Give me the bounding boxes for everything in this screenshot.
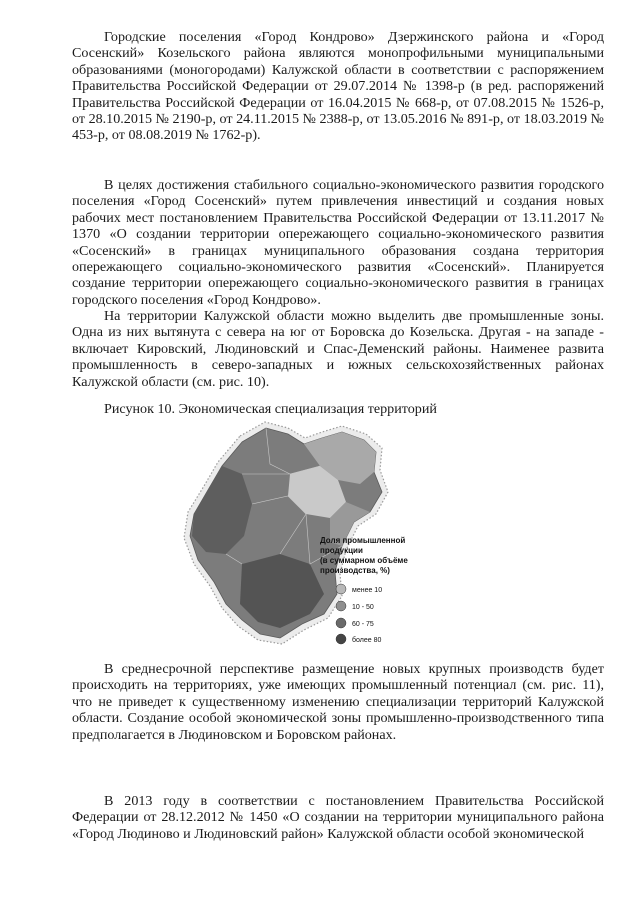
legend-label: 60 - 75 (352, 621, 374, 628)
paragraph-industrial-zones: На территории Калужской области можно выделить две промышленные зоны. Одна из них вытянута с севера на юг от Боровска до Козельска. Другая - на западе - включает Кировский, Людиновский и Спас-Деменский районы. Наименее развита промышленность в северо-западных и южных сельскохозяйственных районах Калужской области (см. рис. 10). (72, 308, 604, 390)
legend-swatch (336, 601, 346, 611)
paragraph-medium-term: В среднесрочной перспективе размещение новых крупных производств будет происходить на территориях, уже имеющих промышленный потенциал (см. рис. 11), что не приведет к существенному изменению специализации территорий Калужской области. Создание особой экономической зоны промышленно-производственного типа предполагается в Людиновском и Боровском районах. (72, 661, 604, 743)
paragraph-sez-2013: В 2013 году в соответствии с постановлением Правительства Российской Федерации от 28.12.2012 № 1450 «О создании на территории муниципального района «Город Людиново и Людиновский район» Калужской области особой экономической (72, 793, 604, 842)
legend-title-line: Доля промышленной (320, 536, 406, 545)
legend-label: менее 10 (352, 587, 383, 594)
legend-title-line: производства, %) (320, 566, 390, 575)
legend-label: 10 - 50 (352, 604, 374, 611)
legend-swatch (336, 634, 346, 644)
legend-label: более 80 (352, 637, 382, 644)
paragraph-monotowns: Городские поселения «Город Кондрово» Дзержинского района и «Город Сосенский» Козельского района являются монопрофильными муниципальными образованиями (моногородами) Калужской области в соответствии с распоряжением Правительства Российской Федерации от 29.07.2014 № 1398-р (в ред. распоряжений Правительства Российской Федерации от 16.04.2015 № 668-р, от 07.08.2015 № 1526-р, от 28.10.2015 № 2190-р, от 24.11.2015 № 2388-р, от 13.05.2016 № 891-р, от 18.03.2019 № 453-р, от 08.08.2019 № 1762-р). (72, 29, 604, 144)
paragraph-sosensky-tor: В целях достижения стабильного социально-экономического развития городского поселения «Город Сосенский» путем привлечения инвестиций и создания новых рабочих мест постановлением Правительства Российской Федерации от 13.11.2017 № 1370 «О создании территории опережающего социально-экономического развития «Сосенский» в границах муниципального образования создана территория опережающего социально-экономического развития «Сосенский». Планируется создание территории опережающего социально-экономического развития в границах городского поселения «Город Кондрово». (72, 177, 604, 308)
region-specialization-map (170, 414, 500, 654)
legend-swatch (336, 618, 346, 628)
figure-caption: Рисунок 10. Экономическая специализация территорий (104, 401, 437, 417)
legend-title-line: продукции (320, 546, 363, 555)
legend-title-line: (в суммарном объёме (320, 556, 408, 565)
legend-swatch (336, 584, 346, 594)
